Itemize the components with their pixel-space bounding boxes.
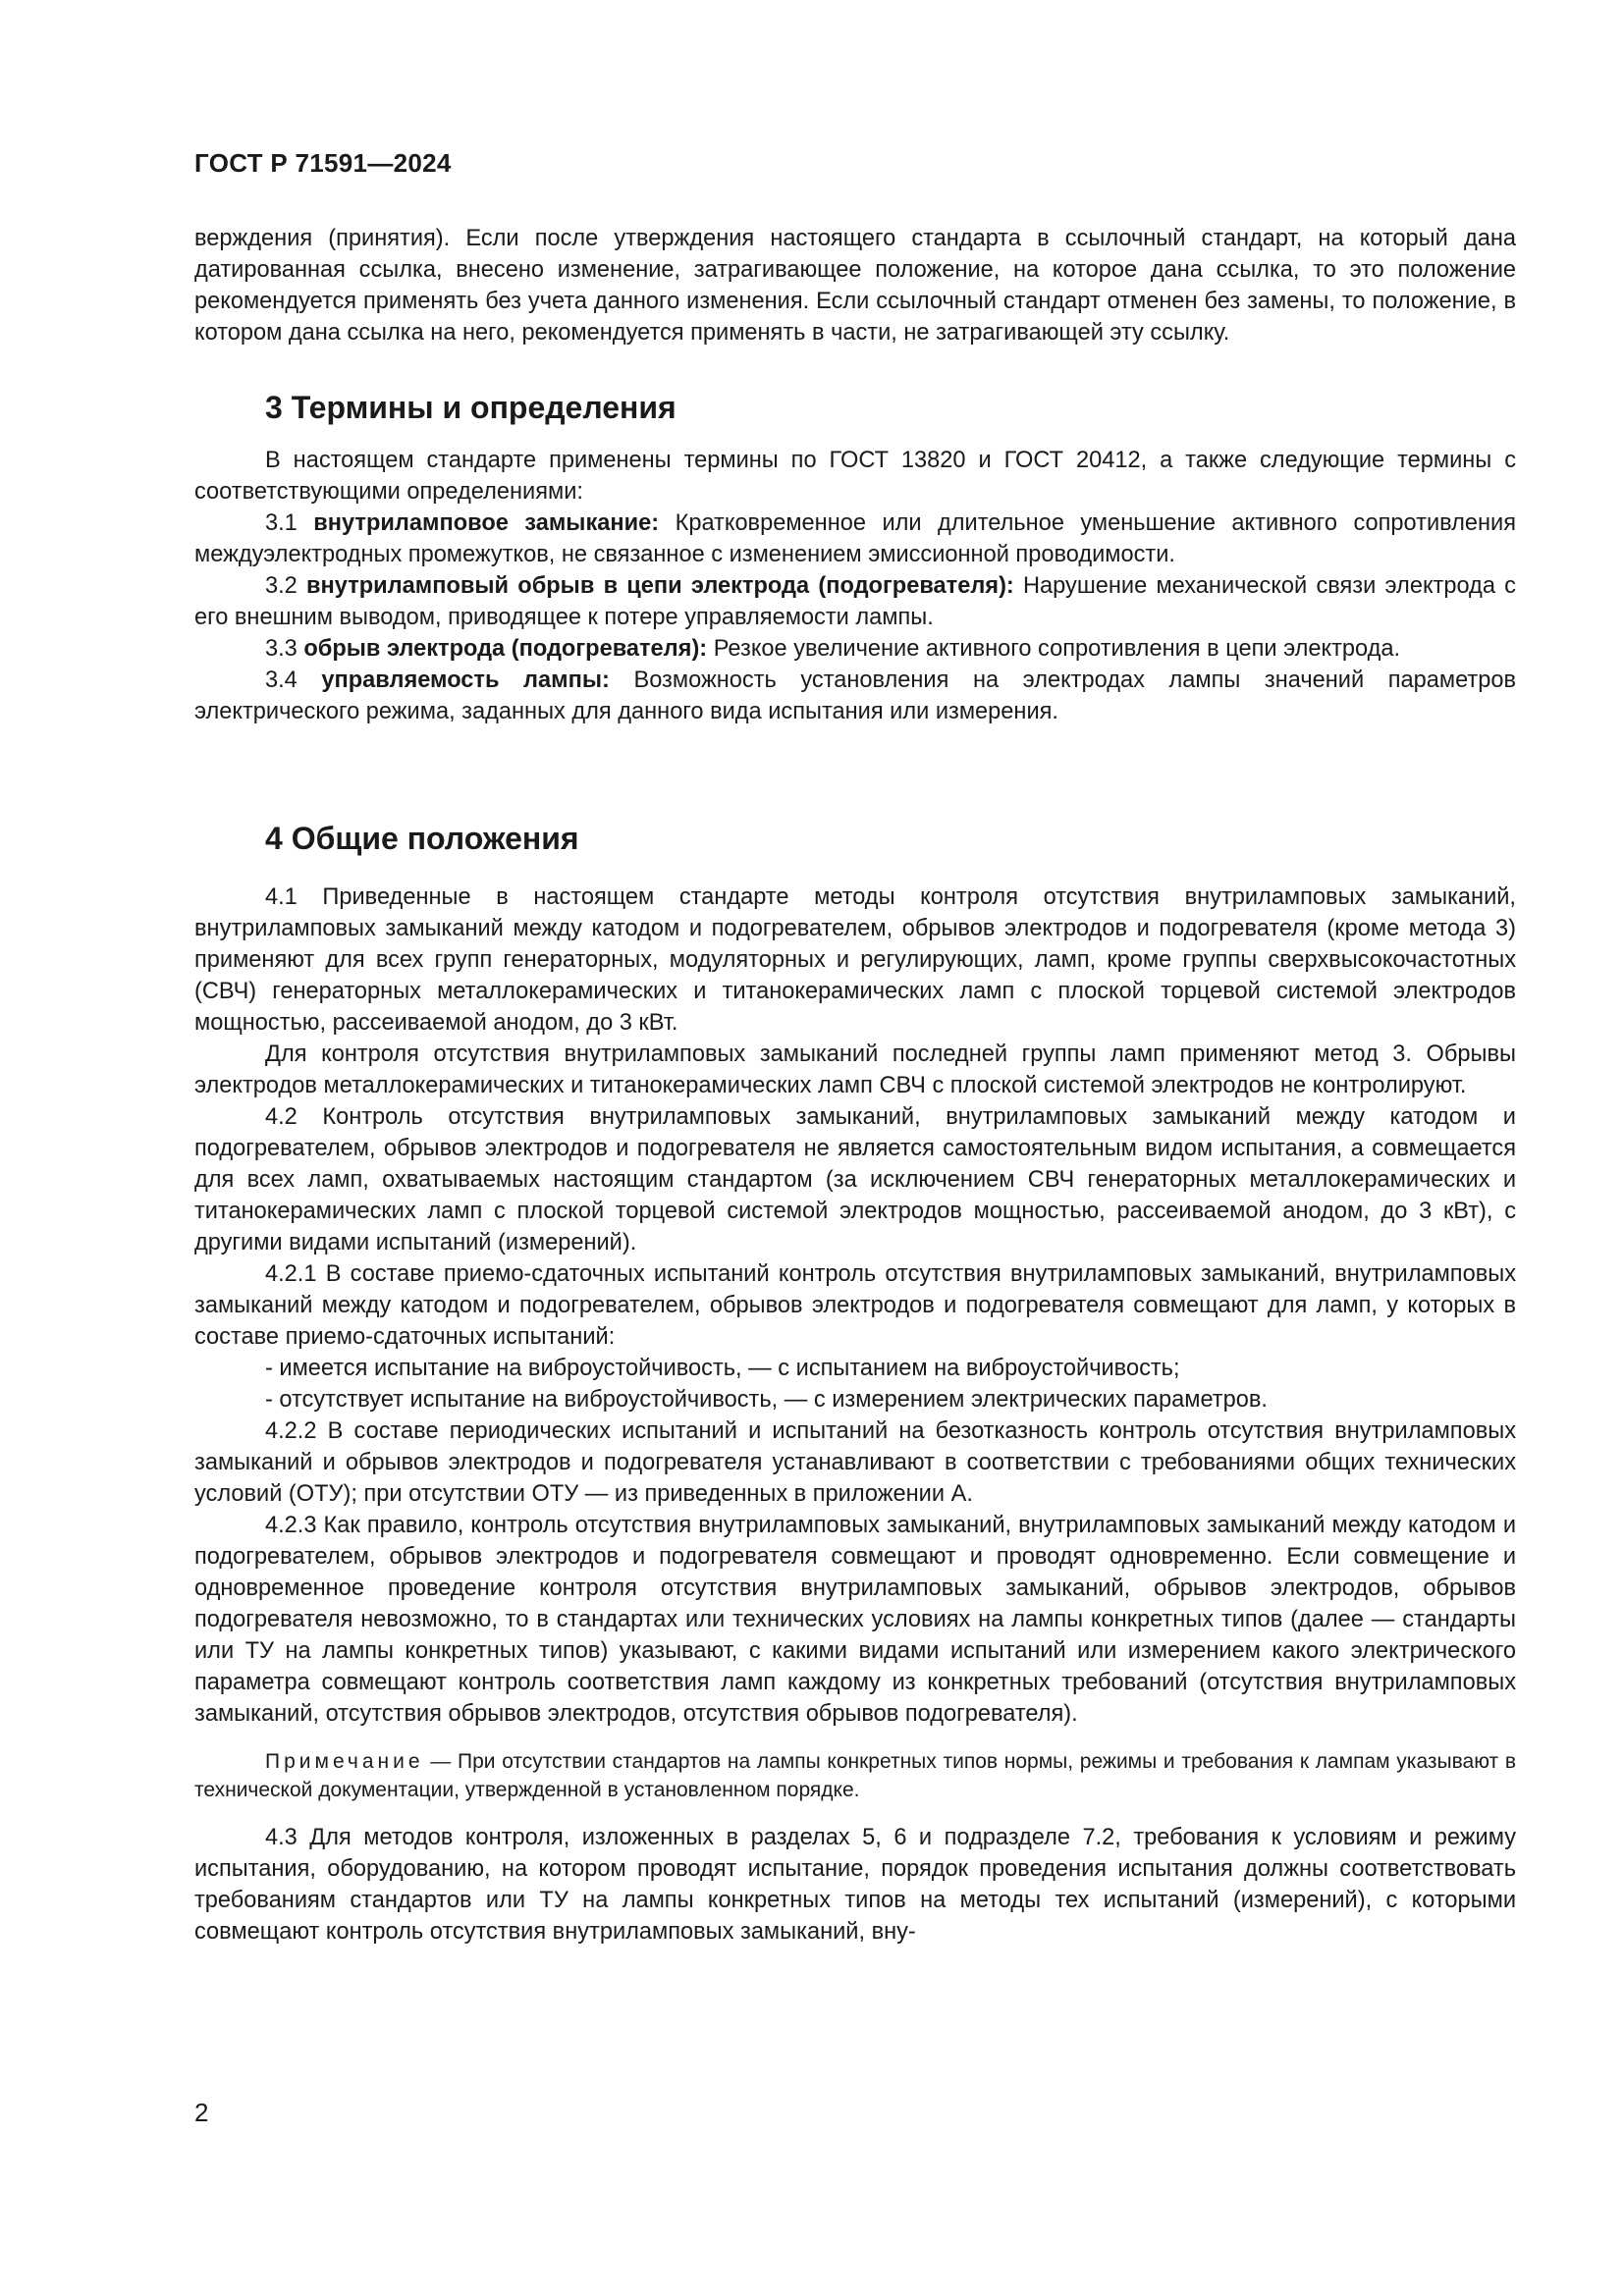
section-4 [194,819,1516,1948]
clause-4-1: 4.1 Приведенные в настоящем стандарте методы контроля отсутствия внутриламповых замыканий, внутриламповых замыканий между катодом и подогревателем, обрывов электродов и подогревателя (кроме метода 3) применяют для всех групп генераторных, модуляторных и регулирующих, ламп, кроме группы сверхвысокочастотных (СВЧ) генераторных металлокерамических и титанокерамических ламп с плоской торцевой системой электродов мощностью, рассеиваемой анодом, до 3 кВт. [194,884,1516,1036]
note-label: Примечание [265,1750,424,1773]
clause-4-3: 4.3 Для методов контроля, изложенных в разделах 5, 6 и подразделе 7.2, требования к условиям и режиму испытания, оборудованию, на котором проводят испытание, порядок проведения испытания должны соответствовать требованиям стандартов или ТУ на лампы конкретных типов на методы тех испытаний (измерений), с которыми совмещают контроль отсутствия внутриламповых замыканий, вну- [194,1825,1516,1945]
intro-paragraph-block [194,223,1516,348]
term-definition: Резкое увеличение активного сопротивления в цепи электрода. [713,636,1401,662]
term-3-4 [194,665,1516,727]
clause-4-1-continued: Для контроля отсутствия внутриламповых замыканий последней группы ламп применяют метод 3. Обрывы электродов металлокерамических и титанокерамических ламп СВЧ с плоской системой электродов не контролируют. [194,1041,1516,1098]
clause-4-2-1: 4.2.1 В составе приемо-сдаточных испытаний контроль отсутствия внутриламповых замыканий, внутриламповых замыканий между катодом и подогревателем, обрывов электродов и подогревателя совмещают для ламп, у которых в составе приемо-сдаточных испытаний: [194,1261,1516,1350]
term-title: управляемость лампы: [321,667,634,693]
list-item: - имеется испытание на виброустойчивость, — с испытанием на виброустойчивость; [265,1356,1180,1381]
term-3-3 [194,633,1516,665]
clause-4-2: 4.2 Контроль отсутствия внутриламповых замыканий, внутриламповых замыканий между катодом и подогревателем, обрывов электродов и подогревателя не является самостоятельным видом испытания, а совмещается для всех ламп, охватываемых настоящим стандартом (за исключением СВЧ генераторных металлокерамических и титанокерамических ламп с плоской торцевой системой электродов мощностью, рассеиваемой анодом, до 3 кВт), с другими видами испытаний (измерений). [194,1104,1516,1255]
term-title: внутриламповое замыкание: [313,510,676,536]
section-3-heading: 3 Термины и определения [265,390,677,425]
clause-4-2-3: 4.2.3 Как правило, контроль отсутствия внутриламповых замыканий, внутриламповых замыканий между катодом и подогревателем, обрывов электродов и подогревателя совмещают и проводят одновременно. Если совмещение и одновременное проведение контроля отсутствия внутриламповых замыканий, обрывов электродов, обрывов подогревателя невозможно, то в стандартах или технических условиях на лампы конкретных типов (далее — стандарты или ТУ на лампы конкретных типов) указывают, с какими видами испытаний или измерением какого электрического параметра совмещают контроль соответствия ламп каждому из конкретных требований (отсутствия внутриламповых замыканий, отсутствия обрывов электродов, отсутствия обрывов подогревателя). [194,1513,1516,1727]
term-definition: Кратковременное или длительное уменьшение активного сопротивления междуэлектродных промежутков, не связанное с изменением эмиссионной проводимости. [194,510,1517,567]
section-3-lead: В настоящем стандарте применены термины по ГОСТ 13820 и ГОСТ 20412, а также следующие термины с соответствующими определениями: [194,448,1516,505]
section-4-heading: 4 Общие положения [265,821,579,856]
term-3-2 [194,570,1516,633]
note [194,1747,1516,1804]
section-3 [194,388,1516,727]
note-text: — При отсутствии стандартов на лампы конкретных типов нормы, режимы и требования к лампам указывают в технической документации, утвержденной в установленном порядке. [194,1750,1516,1801]
list-item: - отсутствует испытание на виброустойчивость, — с измерением электрических параметров. [265,1387,1268,1413]
term-num: 3.3 [265,636,304,662]
term-num: 3.1 [265,510,314,536]
intro-paragraph: верждения (принятия). Если после утверждения настоящего стандарта в ссылочный стандарт, на который дана датированная ссылка, внесено изменение, затрагивающее положение, на которое дана ссылка, то это положение рекомендуется применять без учета данного изменения. Если ссылочный стандарт отменен без замены, то положение, в котором дана ссылка на него, рекомендуется применять в части, не затрагивающей эту ссылку. [194,226,1516,346]
term-title: обрыв электрода (подогревателя): [303,636,714,662]
page-number: 2 [194,2098,209,2127]
term-num: 3.2 [265,573,307,599]
term-title: внутриламповый обрыв в цепи электрода (подогревателя): [306,573,1024,599]
term-num: 3.4 [265,667,322,693]
term-definition: Возможность установления на электродах лампы значений параметров электрического режима, заданных для данного вида испытания или измерения. [194,667,1517,724]
document-code-header: ГОСТ Р 71591—2024 [194,148,452,178]
term-3-1 [194,507,1516,570]
clause-4-2-2: 4.2.2 В составе периодических испытаний и испытаний на безотказность контроль отсутствия внутриламповых замыканий и обрывов электродов и подогревателя устанавливают в соответствии с требованиями общих технических условий (ОТУ); при отсутствии ОТУ — из приведенных в приложении А. [194,1418,1516,1507]
term-definition: Нарушение механической связи электрода с его внешним выводом, приводящее к потере управляемости лампы. [194,573,1516,630]
